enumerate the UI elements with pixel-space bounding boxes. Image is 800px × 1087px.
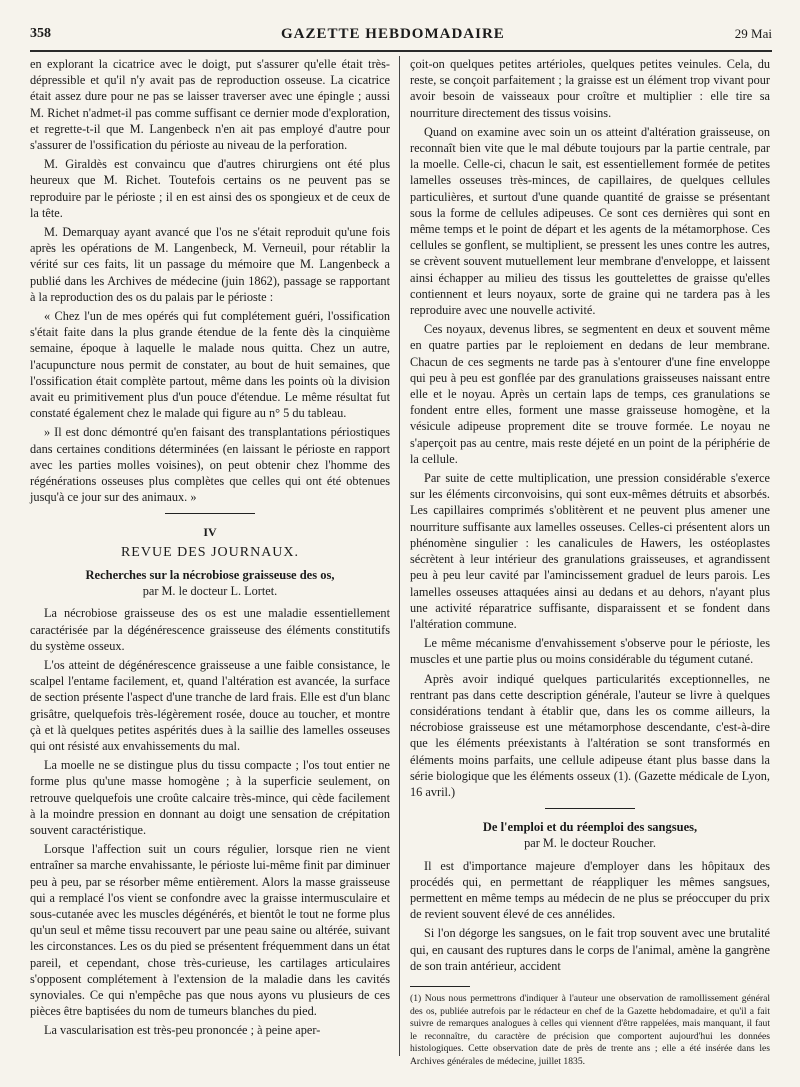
paragraph: La moelle ne se distingue plus du tissu compacte ; l'os tout entier ne forme plus qu'une masse homogène ; à la superficie seulement, on retrouve quelquefois une croûte calcaire très-mince, qui cède facilement à la moindre pression en donnant au doigt une sensation de crépitation souvent caractéristique. bbox=[30, 758, 390, 837]
section-title: REVUE DES JOURNAUX. bbox=[120, 544, 300, 560]
paragraph: Si l'on dégorge les sangsues, on le fait trop souvent avec une brutalité qui, en causant des ruptures dans le corps de l'animal, amène la gangrène de son train antérieur, accident bbox=[410, 926, 770, 973]
header-rule bbox=[30, 50, 772, 52]
footnote: (1) Nous nous permettrons d'indiquer à l'auteur une observation de ramollissement général des os, publiée autrefois par le rédacteur en chef de la Gazette hebdomadaire, et qu'il a fait suivre de remarques analogues à celles qui viennent d'être rappelées, mais manquant, il faut le reconnaître, du caractère de précision que comportent aujourd'hui les données histologiques. Cette observation date de près de trente ans ; elle a été insérée dans les Archives générales de médecine, juillet 1835. bbox=[410, 992, 770, 1067]
paragraph: Le même mécanisme d'envahissement s'observe pour le périoste, les muscles et une partie plus ou moins considérable du tégument cutané. bbox=[410, 636, 770, 667]
footnote-rule bbox=[410, 986, 470, 987]
paragraph: Il est d'importance majeure d'employer dans les hôpitaux des procédés qui, en permettant de réappliquer les mêmes sangsues, permettent en même temps au médecin de ne plus se préoccuper du prix de revient souvent élevé de ces annélides. bbox=[410, 858, 770, 922]
paragraph: M. Demarquay ayant avancé que l'os ne s'était reproduit qu'une fois après les opérations de M. Langenbeck, M. Verneuil, pour rétablir la vérité sur ces faits, lit un passage du mémoire que M. Langenbeck a publié dans les Archives de médecine (juin 1862), passage se rapportant à la reproduction des os du palais par le périoste : bbox=[30, 225, 390, 304]
paragraph: La nécrobiose graisseuse des os est une maladie essentiellement caractérisée par la dégénérescence graisseuse des éléments constitutifs du système osseux. bbox=[30, 606, 390, 653]
paragraph: La vascularisation est très-peu prononcée ; à peine aper- bbox=[44, 1023, 321, 1038]
left-column bbox=[30, 56, 390, 1042]
issue-date: 29 Mai bbox=[734, 26, 772, 41]
quote-paragraph: « Chez l'un de mes opérés qui fut complétement guéri, l'ossification s'était faite dans la plus grande étendue de la fente dès la cinquième semaine, époque à laquelle le malade nous quitta. Chez un autre, l'acupuncture nous permit de constater, au bout de huit semaines, que l'ossification était complète partout, même dans les points où la division avait eu primitivement plus d'un pouce d'étendue. Le même résultat fut constaté également chez le malade qui figure au n° 5 du tableau. bbox=[30, 309, 390, 421]
separator-rule bbox=[545, 808, 635, 809]
paragraph: çoit-on quelques petites artérioles, quelques petites veinules. Cela, du reste, se conçoit parfaitement ; la graisse est un élément trop vivant pour avoir besoin de vaisseaux pour croître et multiplier : elle tire sa nourriture directement des tissus voisins. bbox=[410, 57, 770, 120]
article-title: De l'emploi et du réemploi des sangsues, bbox=[482, 820, 698, 835]
section-number: IV bbox=[203, 525, 217, 540]
page-number: 358 bbox=[30, 26, 51, 41]
article-author: par M. le docteur Roucher. bbox=[524, 836, 656, 851]
paragraph: Quand on examine avec soin un os atteint d'altération graisseuse, on reconnaît bien vite que le mal débute toujours par la partie centrale, par la moelle. Celle-ci, chacun le sait, est essentiellement formée de petites lamelles osseuses très-minces, de capillaires, de quelques cellules particulières, et surtout d'une quande quantité de graisse se présentant sous la forme de cellules adipeuses. Ce sont ces dernières qui sont en même temps et le point de départ et les agents de la métamorphose. Ces cellules se gonflent, se multiplient, se pressent les unes contre les autres, se crèvent souvent mutuellement leur membrane d'enveloppe, et laissent ainsi échapper au milieu des tissus les gouttelettes de graisse qu'elles contiennent et leurs noyaux, sorte de graine qui ne tardera pas à les reproduire avec une nouvelle activité. bbox=[410, 124, 770, 318]
page-header bbox=[30, 20, 772, 48]
paragraph: Après avoir indiqué quelques particularités exceptionnelles, ne rentrant pas dans cette description générale, l'auteur se livre à quelques considérations tendant à établir que, dans les os comme ailleurs, la nécrobiose graisseuse est une métamorphose descendante, c'est-à-dire que les éléments préexistants à l'altération se sont transformés en éléments moins parfaits, une cellule adipeuse étant plus basse dans la série biologique que les éléments osseux (1). (Gazette médicale de Lyon, 16 avril.) bbox=[410, 671, 770, 799]
paragraph: en explorant la cicatrice avec le doigt, put s'assurer qu'elle était très-dépressible et qu'il n'y avait pas de reproduction osseuse. La cicatrice était assez dure pour ne pas se laisser traverser avec une épingle ; aussi M. Richet n'admet-il pas comme suffisant ce dernier mode d'exploration, et regrette-t-il que M. Langenbeck n'en ait pas employé d'autre pour s'assurer de l'ossification du périoste au niveau de la perforation. bbox=[30, 57, 390, 153]
paragraph: Lorsque l'affection suit un cours régulier, lorsque rien ne vient entraîner sa marche envahissante, le périoste lui-même finit par diminuer peu à peu, par se résorber même entièrement. Alors la masse graisseuse qui a remplacé l'os vient se confondre avec la graisse intermusculaire et sous-cutanée avec les muscles dégénérés, et bientôt le tout ne forme plus qu'un seul et même tissu recouvert par une peau saine ou altérée, suivant les circonstances. Les os du pied se présentent fréquemment dans un état pareil, et cependant, chose très-curieuse, les cartilages articulaires s'opposent complétement à l'extension de la maladie dans les cavités synoviales. Ce qui n'empêche pas que nous ayons vu plusieurs de ces pièces être baptisées du nom de tumeurs blanches du pied. bbox=[30, 842, 390, 1019]
right-column bbox=[410, 56, 770, 1072]
article-author: par M. le docteur L. Lortet. bbox=[142, 584, 278, 599]
journal-title: GAZETTE HEBDOMADAIRE bbox=[281, 25, 505, 42]
paragraph: L'os atteint de dégénérescence graisseuse a une faible consistance, le scalpel l'entame facilement, et, quand l'altération est avancée, la surface de section présente l'aspect d'une tranche de lard frais. Elle est d'un blanc grisâtre, quelquefois très-légèrement rosée, douce au toucher, et montre çà et là quelques petites aspérités dues à la saillie des lamelles osseuses qui ont résisté aux envahissements du mal. bbox=[30, 657, 390, 753]
paragraph: Par suite de cette multiplication, une pression considérable s'exerce sur les éléments circonvoisins, qui sont eux-mêmes détruits et absorbés. Les capillaires comprimés s'oblitèrent et ne peuvent plus amener une nourriture suffisante aux lamelles osseuses. Celles-ci présentent alors un phénomène singulier : les canalicules de Hawers, les ostéoplastes sécrètent à leur intérieur des granulations graisseuses, et agrandissent peu à peu leur cavité par l'amincissement graduel de leurs parois. Les lamelles osseuses attaquées ainsi au dedans et au dehors, n'ayant plus une activité réparatrice suffisante, disparaissent et se fondent dans l'altération commune. bbox=[410, 471, 770, 631]
article-title: Recherches sur la nécrobiose graisseuse des os, bbox=[85, 567, 335, 582]
quote-paragraph: » Il est donc démontré qu'en faisant des transplantations périostiques dans certaines conditions déterminées (en laissant le périoste en rapport avec les parties molles voisines), on peut obtenir chez l'homme des régénérations osseuses plus complètes que celles qui ont été obtenues jusqu'à ce jour sur des animaux. » bbox=[30, 425, 390, 505]
column-divider bbox=[399, 56, 400, 1056]
paragraph: M. Giraldès est convaincu que d'autres chirurgiens ont été plus heureux que M. Richet. Toutefois certains os ne peuvent pas se reproduire par le périoste ; il en est ainsi des os spongieux et de ceux de la tête. bbox=[30, 157, 390, 220]
paragraph: Ces noyaux, devenus libres, se segmentent en deux et souvent même en quatre parties par le reploiement en dedans de leur membrane. Chacun de ces segments ne tarde pas à s'entourer d'une fine enveloppe qui peu à peu est gonflée par des granulations graisseuses naissant entre elle et le noyau. Après un certain laps de temps, ces granulations se fondent entre elles, forment une masse graisseuse homogène, et la vésicule adipeuse proprement dite se trouve formée. Le noyau ne s'aperçoit pas au centre, mais reste déjeté en un point de la périphérie de la cellule. bbox=[410, 322, 770, 466]
separator-rule bbox=[165, 513, 255, 514]
